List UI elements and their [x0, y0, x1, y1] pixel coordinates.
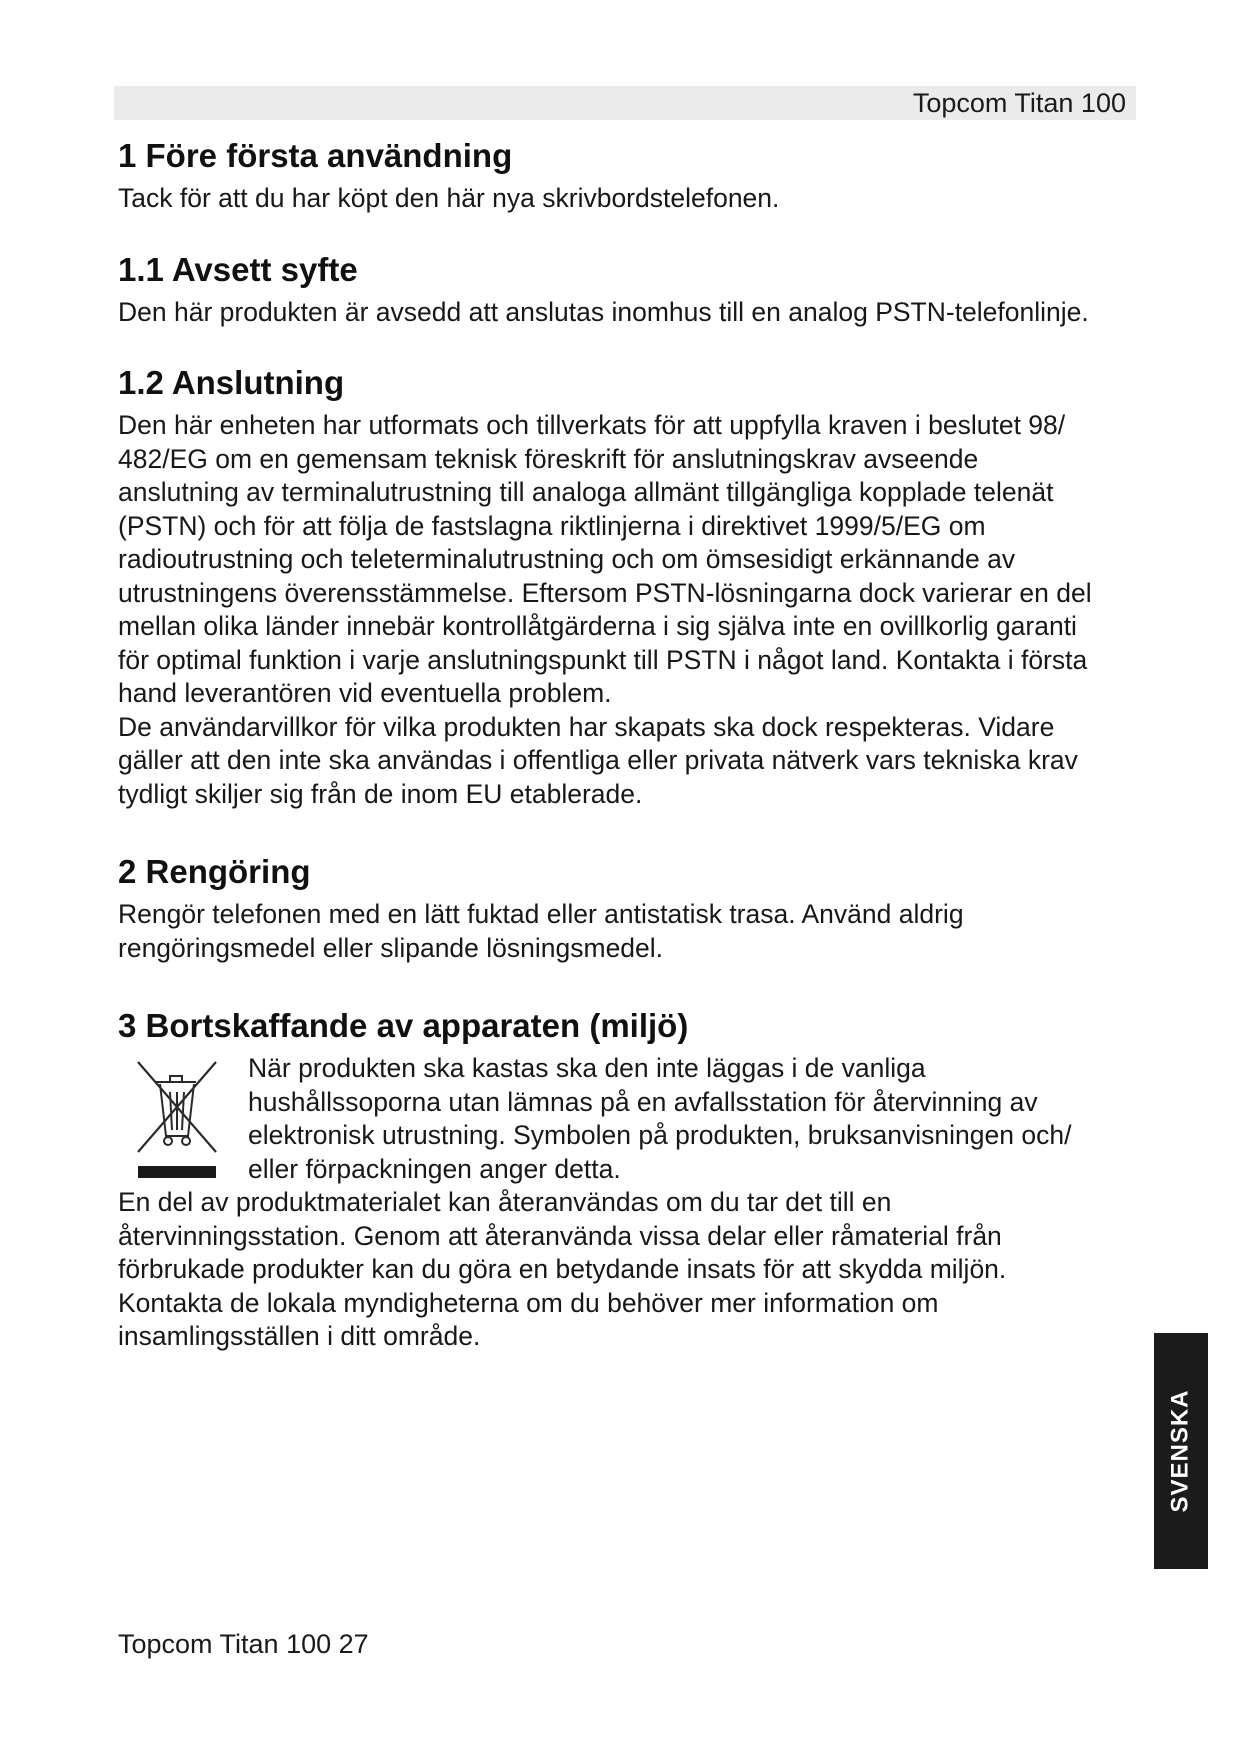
paragraph-line: De användarvillkor för vilka produkten har skapats ska dock respekteras. Vidare — [118, 711, 1055, 742]
paragraph-line: En del av produktmaterialet kan återanvändas om du tar det till en — [118, 1187, 892, 1217]
paragraph-line: elektronisk utrustning. Symbolen på produkten, bruksanvisningen och/ — [248, 1120, 1072, 1150]
paragraph-line: insamlingsställen i ditt område. — [118, 1321, 481, 1351]
section-1-1-text: Den här produkten är avsedd att anslutas inomhus till en analog PSTN-telefonlinje. — [118, 296, 1089, 327]
section-1-2-body — [118, 409, 1138, 811]
section-1-1-heading: 1.1 Avsett syfte — [118, 250, 358, 288]
paragraph-line: anslutning av terminalutrustning till analoga allmänt tillgängliga kopplade telenät — [118, 477, 1054, 507]
paragraph-line: för optimal funktion i varje anslutningspunkt till PSTN i något land. Kontakta i första — [118, 644, 1088, 675]
paragraph-line: återvinningsstation. Genom att återanvända vissa delar eller råmaterial från — [118, 1220, 1002, 1251]
section-1-2-heading: 1.2 Anslutning — [118, 364, 345, 401]
paragraph-line: utrustningens överensstämmelse. Eftersom PSTN-lösningarna dock varierar en del — [118, 577, 1092, 608]
paragraph-line: Den här enheten har utformats och tillverkats för att uppfylla kraven i beslutet 98/ — [118, 410, 1066, 440]
paragraph-line: eller förpackningen anger detta. — [248, 1153, 621, 1184]
paragraph-line: 482/EG om en gemensam teknisk föreskrift för anslutningskrav avseende — [118, 443, 979, 474]
paragraph-line: förbrukade produkter kan du göra en betydande insats för att skydda miljön. — [118, 1254, 1007, 1284]
paragraph-line: hand leverantören vid eventuella problem. — [118, 678, 612, 708]
paragraph-line: radioutrustning och teleterminalutrustning och om ömsesidigt erkännande av — [118, 544, 1016, 574]
weee-crossed-bin-icon — [118, 1054, 248, 1186]
paragraph-line: rengöringsmedel eller slipande lösningsmedel. — [118, 932, 664, 963]
section-1-text: Tack för att du har köpt den här nya skrivbordstelefonen. — [118, 183, 780, 213]
weee-notice — [118, 1052, 1138, 1186]
page-footer: Topcom Titan 100 27 — [118, 1629, 369, 1659]
section-2-body — [118, 898, 1138, 965]
paragraph-line: hushållssoporna utan lämnas på en avfallsstation för återvinning av — [248, 1086, 1038, 1117]
paragraph-line: Kontakta de lokala myndigheterna om du behöver mer information om — [118, 1287, 939, 1318]
paragraph-line: tydligt skiljer sig från de inom EU etablerade. — [118, 778, 643, 809]
running-header — [114, 86, 1136, 120]
header-product-name: Topcom Titan 100 — [912, 88, 1126, 118]
section-3-body — [118, 1186, 1138, 1354]
section-3-heading: 3 Bortskaffande av apparaten (miljö) — [118, 1007, 689, 1044]
section-2-heading: 2 Rengöring — [118, 853, 311, 890]
paragraph-line: gäller att den inte ska användas i offentliga eller privata nätverk vars tekniska krav — [118, 745, 1078, 775]
weee-notice-text — [248, 1052, 1138, 1186]
section-1-heading: 1 Före första användning — [118, 137, 513, 174]
paragraph-line: Rengör telefonen med en lätt fuktad eller antistatisk trasa. Använd aldrig — [118, 899, 964, 929]
page-content — [118, 130, 1138, 1354]
language-tab-label: SVENSKA — [1167, 1389, 1194, 1513]
paragraph-line: När produkten ska kastas ska den inte läggas i de vanliga — [248, 1053, 926, 1083]
paragraph-line: (PSTN) och för att följa de fastslagna riktlinjerna i direktivet 1999/5/EG om — [118, 510, 986, 541]
language-tab — [1154, 1333, 1208, 1569]
paragraph-line: mellan olika länder innebär kontrollåtgärderna i sig själva inte en ovillkorlig garanti — [118, 611, 1077, 641]
